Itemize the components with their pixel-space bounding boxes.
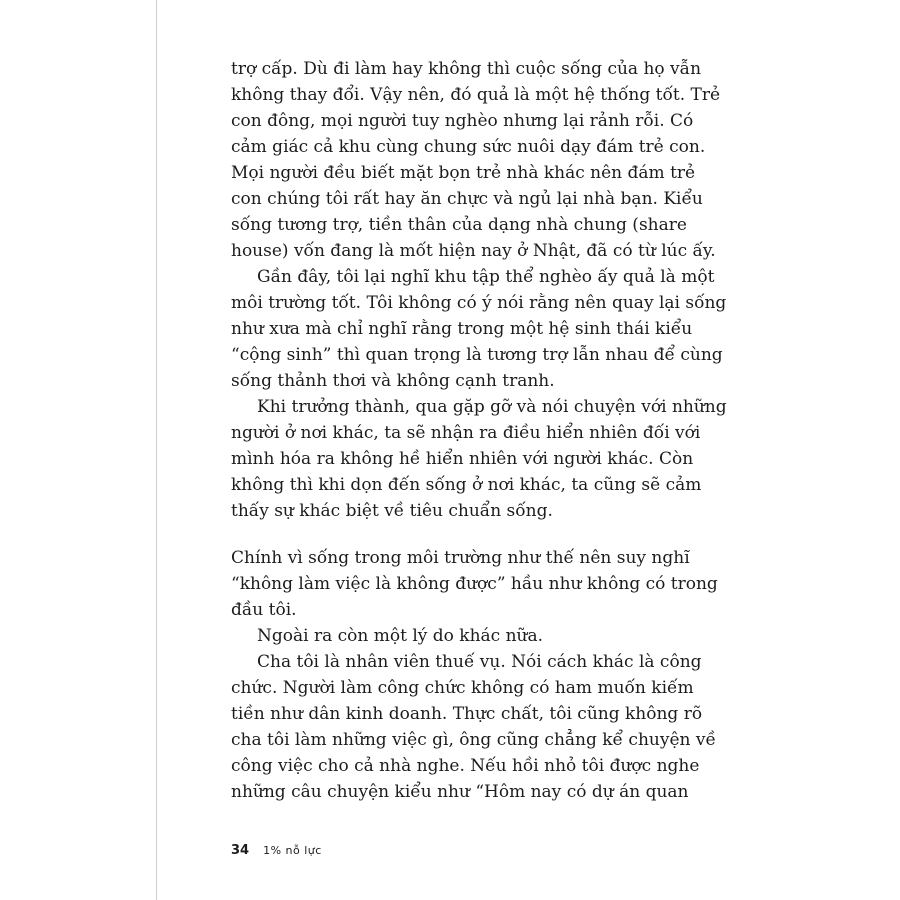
text-line: Cha tôi là nhân viên thuế vụ. Nói cách khác là công xyxy=(257,652,702,672)
text-line: không thì khi dọn đến sống ở nơi khác, ta cũng sẽ cảm xyxy=(231,475,702,495)
text-line: house) vốn đang là mốt hiện nay ở Nhật, đã có từ lúc ấy. xyxy=(231,241,716,261)
text-line: mình hóa ra không hề hiển nhiên với người khác. Còn xyxy=(231,449,694,469)
text-line: Khi trưởng thành, qua gặp gỡ và nói chuyện với những xyxy=(257,397,727,417)
page-edge-line xyxy=(156,0,157,900)
text-line: chức. Người làm công chức không có ham muốn kiếm xyxy=(231,678,694,698)
text-line: con đông, mọi người tuy nghèo nhưng lại rảnh rỗi. Có xyxy=(231,111,694,131)
text-line: những câu chuyện kiểu như “Hôm nay có dự án quan xyxy=(231,782,689,802)
text-line: cảm giác cả khu cùng chung sức nuôi dạy đám trẻ con. xyxy=(231,137,706,157)
text-line: cha tôi làm những việc gì, ông cũng chẳng kể chuyện về xyxy=(231,730,716,750)
text-block-top xyxy=(231,56,727,524)
page-footer xyxy=(231,843,322,858)
text-line: sống tương trợ, tiền thân của dạng nhà chung (share xyxy=(231,215,687,235)
text-line: như xưa mà chỉ nghĩ rằng trong một hệ sinh thái kiểu xyxy=(231,319,693,339)
text-line: người ở nơi khác, ta sẽ nhận ra điều hiển nhiên đối với xyxy=(231,423,701,443)
text-line: sống thảnh thơi và không cạnh tranh. xyxy=(231,371,555,391)
text-line: “cộng sinh” thì quan trọng là tương trợ lẫn nhau để cùng xyxy=(231,345,723,365)
page-number: 34 xyxy=(231,843,250,858)
text-line: Chính vì sống trong môi trường như thế nên suy nghĩ xyxy=(231,548,690,568)
text-line: tiền như dân kinh doanh. Thực chất, tôi cũng không rõ xyxy=(231,704,703,724)
text-line: trợ cấp. Dù đi làm hay không thì cuộc sống của họ vẫn xyxy=(231,59,702,79)
text-line: thấy sự khác biệt về tiêu chuẩn sống. xyxy=(231,501,553,521)
text-line: công việc cho cả nhà nghe. Nếu hồi nhỏ tôi được nghe xyxy=(231,756,700,776)
text-line: “không làm việc là không được” hầu như không có trong xyxy=(231,574,718,594)
text-line: không thay đổi. Vậy nên, đó quả là một hệ thống tốt. Trẻ xyxy=(231,85,721,105)
running-title: 1% nỗ lực xyxy=(263,844,322,857)
text-line: Gần đây, tôi lại nghĩ khu tập thể nghèo ấy quả là một xyxy=(257,267,715,287)
text-block-bottom xyxy=(231,545,718,805)
text-line: đầu tôi. xyxy=(231,600,297,620)
text-line: con chúng tôi rất hay ăn chực và ngủ lại nhà bạn. Kiểu xyxy=(231,189,703,209)
text-line: Ngoài ra còn một lý do khác nữa. xyxy=(257,626,544,646)
text-line: Mọi người đều biết mặt bọn trẻ nhà khác nên đám trẻ xyxy=(231,163,696,183)
text-line: môi trường tốt. Tôi không có ý nói rằng nên quay lại sống xyxy=(231,293,727,313)
